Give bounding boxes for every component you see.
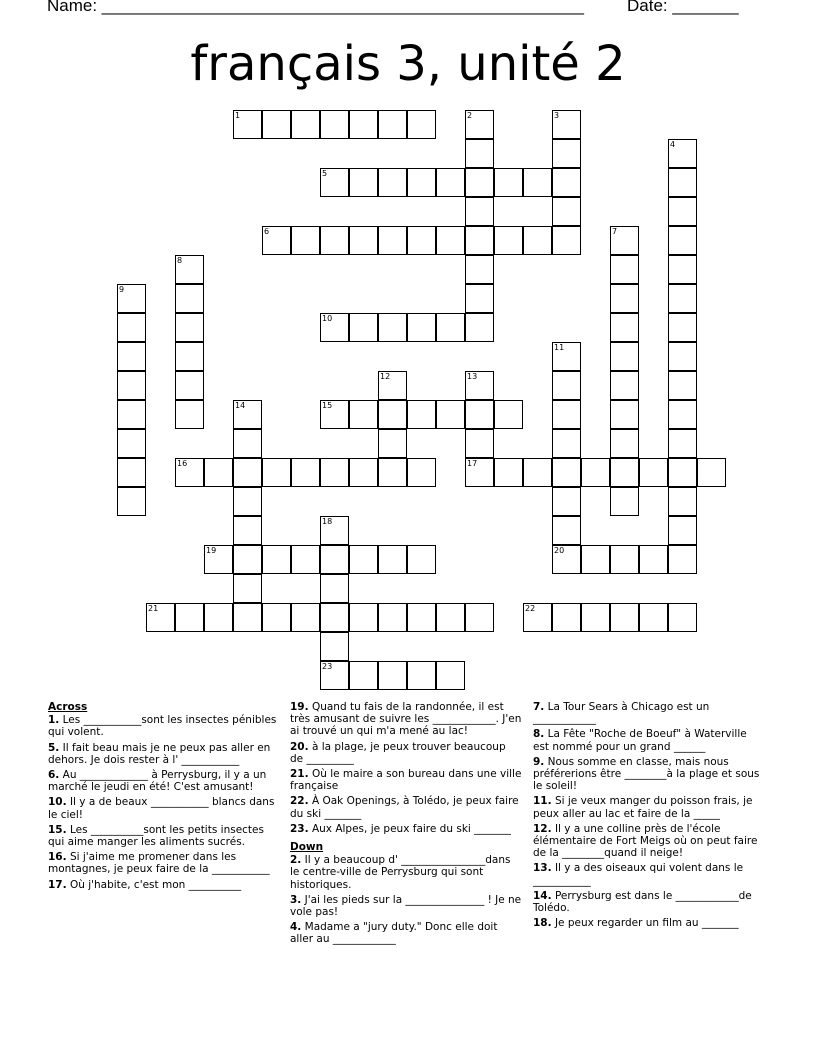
grid-cell[interactable] (523, 458, 552, 487)
grid-cell[interactable] (465, 226, 494, 255)
clue-number: 20. (290, 740, 309, 753)
clue-number: 1. (48, 714, 60, 727)
grid-cell[interactable] (146, 603, 175, 632)
clue-text: Je peux regarder un film au _______ (551, 917, 739, 930)
grid-cell[interactable] (668, 342, 697, 371)
grid-cell[interactable] (320, 545, 349, 574)
grid-cell[interactable] (349, 110, 378, 139)
grid-cell[interactable] (378, 603, 407, 632)
grid-cell[interactable] (233, 545, 262, 574)
cell-number: 2 (467, 111, 473, 120)
grid-cell[interactable] (233, 487, 262, 516)
grid-cell[interactable] (407, 661, 436, 690)
clue (48, 824, 280, 848)
clue-text: La Fête "Roche de Boeuf" à Waterville est nommé pour un grand ______ (533, 728, 747, 753)
grid-cell[interactable] (465, 429, 494, 458)
grid-cell[interactable] (552, 342, 581, 371)
clue (48, 714, 280, 738)
clue-number: 5. (48, 741, 60, 754)
cell-number: 4 (670, 140, 676, 149)
clue (290, 854, 522, 891)
clue (48, 769, 280, 793)
clue (533, 823, 765, 860)
grid-cell[interactable] (117, 400, 146, 429)
clue-text: La Tour Sears à Chicago est un ____________ (533, 701, 710, 726)
cell-number: 22 (525, 604, 536, 613)
clue (290, 741, 522, 765)
grid-cell[interactable] (320, 661, 349, 690)
grid-cell[interactable] (639, 458, 668, 487)
grid-cell[interactable] (175, 313, 204, 342)
grid-cell[interactable] (117, 371, 146, 400)
grid-cell[interactable] (610, 371, 639, 400)
clue-text: Où j'habite, c'est mon __________ (66, 878, 242, 891)
grid-cell[interactable] (349, 226, 378, 255)
grid-cell[interactable] (465, 197, 494, 226)
grid-cell[interactable] (610, 313, 639, 342)
grid-cell[interactable] (581, 545, 610, 574)
grid-cell[interactable] (117, 487, 146, 516)
clue-number: 10. (48, 796, 67, 809)
grid-cell[interactable] (610, 603, 639, 632)
clue-number: 19. (290, 701, 309, 713)
grid-cell[interactable] (552, 487, 581, 516)
clue (48, 851, 280, 875)
grid-cell[interactable] (407, 458, 436, 487)
grid-cell[interactable] (378, 545, 407, 574)
clue-number: 3. (290, 893, 302, 906)
grid-cell[interactable] (668, 255, 697, 284)
grid-cell[interactable] (204, 545, 233, 574)
grid-cell[interactable] (407, 400, 436, 429)
grid-cell[interactable] (436, 168, 465, 197)
grid-cell[interactable] (465, 255, 494, 284)
grid-cell[interactable] (552, 516, 581, 545)
grid-cell[interactable] (320, 574, 349, 603)
grid-cell[interactable] (233, 110, 262, 139)
grid-cell[interactable] (117, 313, 146, 342)
grid-cell[interactable] (233, 603, 262, 632)
grid-cell[interactable] (117, 342, 146, 371)
grid-cell[interactable] (349, 545, 378, 574)
grid-cell[interactable] (175, 284, 204, 313)
cell-number: 10 (322, 314, 333, 323)
grid-cell[interactable] (175, 458, 204, 487)
grid-cell[interactable] (668, 487, 697, 516)
clue-number: 17. (48, 878, 67, 891)
grid-cell[interactable] (639, 603, 668, 632)
date-field: Date: _______ (627, 0, 739, 15)
grid-cell[interactable] (204, 603, 233, 632)
grid-cell[interactable] (117, 458, 146, 487)
grid-cell[interactable] (610, 255, 639, 284)
grid-cell[interactable] (378, 110, 407, 139)
grid-cell[interactable] (610, 284, 639, 313)
clue (533, 756, 765, 793)
clue-number: 15. (48, 823, 67, 836)
grid-cell[interactable] (320, 313, 349, 342)
cell-number: 17 (467, 459, 478, 468)
grid-cell[interactable] (668, 545, 697, 574)
grid-cell[interactable] (523, 603, 552, 632)
clue-text: Où le maire a son bureau dans une ville française (290, 768, 522, 793)
grid-cell[interactable] (581, 458, 610, 487)
grid-cell[interactable] (320, 110, 349, 139)
clue-number: 22. (290, 795, 309, 808)
grid-cell[interactable] (378, 661, 407, 690)
grid-cell[interactable] (494, 458, 523, 487)
grid-cell[interactable] (465, 458, 494, 487)
clue-text: Les __________sont les petits insectes qui aime manger les aliments sucrés. (48, 823, 264, 849)
grid-cell[interactable] (378, 400, 407, 429)
grid-cell[interactable] (291, 603, 320, 632)
clue-number: 16. (48, 851, 67, 864)
grid-cell[interactable] (378, 168, 407, 197)
grid-cell[interactable] (581, 603, 610, 632)
grid-cell[interactable] (262, 603, 291, 632)
grid-cell[interactable] (552, 429, 581, 458)
grid-cell[interactable] (233, 516, 262, 545)
grid-cell[interactable] (552, 400, 581, 429)
clue-number: 2. (290, 854, 302, 867)
grid-cell[interactable] (407, 313, 436, 342)
grid-cell[interactable] (233, 458, 262, 487)
grid-cell[interactable] (320, 400, 349, 429)
grid-cell[interactable] (407, 603, 436, 632)
grid-cell[interactable] (465, 168, 494, 197)
cell-number: 19 (206, 546, 217, 555)
clue-text: Il y a beaucoup d' ________________dans le centre-ville de Perrysburg qui sont historiques. (290, 854, 511, 891)
grid-cell[interactable] (262, 110, 291, 139)
across-heading: Across (48, 701, 88, 713)
clue-text: Quand tu fais de la randonnée, il est très amusant de suivre les ____________. J'en ai trouvé un qui m'a mené au lac! (290, 701, 522, 738)
grid-cell[interactable] (349, 400, 378, 429)
cell-number: 3 (554, 111, 560, 120)
grid-cell[interactable] (465, 313, 494, 342)
clue-number: 4. (290, 921, 302, 934)
grid-cell[interactable] (610, 429, 639, 458)
grid-cell[interactable] (610, 226, 639, 255)
clue (533, 890, 765, 914)
page-title: français 3, unité 2 (190, 36, 626, 92)
grid-cell[interactable] (552, 110, 581, 139)
name-field: Name: ___________________________________________________ (47, 0, 584, 15)
clue (290, 701, 522, 738)
grid-cell[interactable] (465, 371, 494, 400)
grid-cell[interactable] (320, 458, 349, 487)
grid-cell[interactable] (639, 545, 668, 574)
clue (290, 921, 522, 945)
grid-cell[interactable] (378, 313, 407, 342)
grid-cell[interactable] (407, 545, 436, 574)
grid-cell[interactable] (552, 226, 581, 255)
grid-cell[interactable] (320, 632, 349, 661)
grid-cell[interactable] (233, 574, 262, 603)
clue-text: J'ai les pieds sur la _______________ ! Je ne vole pas! (290, 893, 522, 919)
clue-text: Si je veux manger du poisson frais, je peux aller au lac et faire de la _____ (533, 795, 753, 820)
grid-cell[interactable] (204, 458, 233, 487)
grid-cell[interactable] (523, 226, 552, 255)
clue-number: 18. (533, 917, 552, 930)
grid-cell[interactable] (262, 458, 291, 487)
clue-number: 6. (48, 769, 60, 782)
grid-cell[interactable] (291, 545, 320, 574)
clue-number: 12. (533, 822, 552, 835)
clue-number: 14. (533, 889, 552, 902)
clue-number: 11. (533, 795, 552, 808)
grid-cell[interactable] (349, 458, 378, 487)
grid-cell[interactable] (552, 545, 581, 574)
cell-number: 21 (148, 604, 159, 613)
clue-text: Au _____________ à Perrysburg, il y a un marché le jeudi en été! C'est amusant! (48, 769, 267, 794)
grid-cell[interactable] (552, 458, 581, 487)
grid-cell[interactable] (378, 226, 407, 255)
grid-cell[interactable] (233, 400, 262, 429)
grid-cell[interactable] (465, 400, 494, 429)
grid-cell[interactable] (552, 371, 581, 400)
grid-cell[interactable] (320, 516, 349, 545)
clue (290, 894, 522, 918)
grid-cell[interactable] (378, 371, 407, 400)
clue (48, 879, 280, 891)
grid-cell[interactable] (378, 458, 407, 487)
grid-cell[interactable] (233, 429, 262, 458)
grid-cell[interactable] (465, 603, 494, 632)
clue-number: 23. (290, 822, 309, 835)
grid-cell[interactable] (407, 110, 436, 139)
grid-cell[interactable] (436, 603, 465, 632)
cell-number: 20 (554, 546, 565, 555)
cell-number: 18 (322, 517, 333, 526)
grid-cell[interactable] (117, 284, 146, 313)
clue (533, 917, 765, 929)
grid-cell[interactable] (320, 168, 349, 197)
grid-cell[interactable] (320, 603, 349, 632)
grid-cell[interactable] (436, 226, 465, 255)
down-heading: Down (290, 841, 324, 854)
clue-text: À Oak Openings, à Tolédo, je peux faire du ski _______ (290, 795, 519, 820)
clue-number: 13. (533, 862, 552, 875)
grid-cell[interactable] (552, 139, 581, 168)
clue (48, 796, 280, 820)
clue (533, 728, 765, 752)
grid-cell[interactable] (436, 313, 465, 342)
grid-cell[interactable] (349, 313, 378, 342)
grid-cell[interactable] (407, 168, 436, 197)
clue-text: Perrysburg est dans le ____________de Tolédo. (533, 889, 752, 915)
cell-number: 23 (322, 662, 333, 671)
grid-cell[interactable] (523, 168, 552, 197)
clues-column-3 (533, 701, 765, 932)
grid-cell[interactable] (697, 458, 726, 487)
grid-cell[interactable] (262, 545, 291, 574)
cell-number: 6 (264, 227, 270, 236)
clues-column-2 (290, 701, 522, 949)
clue-text: Il y a une colline près de l'école élémentaire de Fort Meigs où on peut faire de la ________quand il neige! (533, 822, 758, 860)
clue (290, 823, 522, 835)
grid-cell[interactable] (668, 226, 697, 255)
grid-cell[interactable] (175, 603, 204, 632)
grid-cell[interactable] (610, 342, 639, 371)
cell-number: 16 (177, 459, 188, 468)
grid-cell[interactable] (552, 603, 581, 632)
clue-text: Il fait beau mais je ne peux pas aller en dehors. Je dois rester à l' ___________ (48, 741, 271, 766)
cell-number: 9 (119, 285, 125, 294)
clue-number: 21. (290, 768, 309, 781)
clue (290, 768, 522, 792)
grid-cell[interactable] (175, 371, 204, 400)
clue-text: Nous somme en classe, mais nous préférerions être ________à la plage et sous le soleil! (533, 755, 760, 793)
grid-cell[interactable] (668, 284, 697, 313)
grid-cell[interactable] (436, 661, 465, 690)
cell-number: 13 (467, 372, 478, 381)
clue-text: à la plage, je peux trouver beaucoup de _________ (290, 740, 506, 765)
cell-number: 5 (322, 169, 328, 178)
grid-cell[interactable] (320, 226, 349, 255)
clue (533, 795, 765, 819)
grid-cell[interactable] (117, 429, 146, 458)
grid-cell[interactable] (175, 342, 204, 371)
grid-cell[interactable] (349, 168, 378, 197)
grid-cell[interactable] (668, 139, 697, 168)
grid-cell[interactable] (175, 400, 204, 429)
clue-text: Les ___________sont les insectes pénibles qui volent. (48, 714, 277, 739)
clue-text: Si j'aime me promener dans les montagnes, je peux faire de la ___________ (48, 851, 270, 876)
clue-number: 7. (533, 701, 545, 713)
grid-cell[interactable] (668, 429, 697, 458)
grid-cell[interactable] (668, 400, 697, 429)
cell-number: 11 (554, 343, 565, 352)
clue-text: Il y a des oiseaux qui volent dans le ___________ (533, 862, 744, 887)
grid-cell[interactable] (610, 487, 639, 516)
grid-cell[interactable] (262, 226, 291, 255)
grid-cell[interactable] (552, 168, 581, 197)
grid-cell[interactable] (436, 400, 465, 429)
cell-number: 1 (235, 111, 241, 120)
clues-column-1 (48, 701, 280, 894)
grid-cell[interactable] (610, 545, 639, 574)
grid-cell[interactable] (668, 313, 697, 342)
grid-cell[interactable] (465, 284, 494, 313)
grid-cell[interactable] (465, 139, 494, 168)
grid-cell[interactable] (175, 255, 204, 284)
cell-number: 7 (612, 227, 618, 236)
clue-number: 9. (533, 755, 545, 768)
grid-cell[interactable] (668, 516, 697, 545)
grid-cell[interactable] (668, 197, 697, 226)
clue (48, 742, 280, 766)
grid-cell[interactable] (291, 110, 320, 139)
clue (533, 701, 765, 725)
grid-cell[interactable] (291, 458, 320, 487)
grid-cell[interactable] (349, 661, 378, 690)
grid-cell[interactable] (494, 168, 523, 197)
cell-number: 8 (177, 256, 183, 265)
grid-cell[interactable] (349, 603, 378, 632)
grid-cell[interactable] (610, 458, 639, 487)
grid-cell[interactable] (668, 168, 697, 197)
clue (290, 795, 522, 819)
clue (533, 862, 765, 886)
grid-cell[interactable] (668, 371, 697, 400)
cell-number: 12 (380, 372, 391, 381)
grid-cell[interactable] (291, 226, 320, 255)
grid-cell[interactable] (668, 458, 697, 487)
grid-cell[interactable] (610, 400, 639, 429)
grid-cell[interactable] (378, 429, 407, 458)
grid-cell[interactable] (494, 400, 523, 429)
clue-text: Il y a de beaux ___________ blancs dans le ciel! (48, 796, 275, 821)
clue-number: 8. (533, 728, 545, 741)
cell-number: 14 (235, 401, 246, 410)
grid-cell[interactable] (465, 110, 494, 139)
grid-cell[interactable] (494, 226, 523, 255)
grid-cell[interactable] (552, 197, 581, 226)
grid-cell[interactable] (407, 226, 436, 255)
grid-cell[interactable] (668, 603, 697, 632)
cell-number: 15 (322, 401, 333, 410)
clue-text: Madame a "jury duty." Donc elle doit aller au ____________ (290, 921, 498, 946)
clue-text: Aux Alpes, je peux faire du ski _______ (308, 822, 511, 835)
